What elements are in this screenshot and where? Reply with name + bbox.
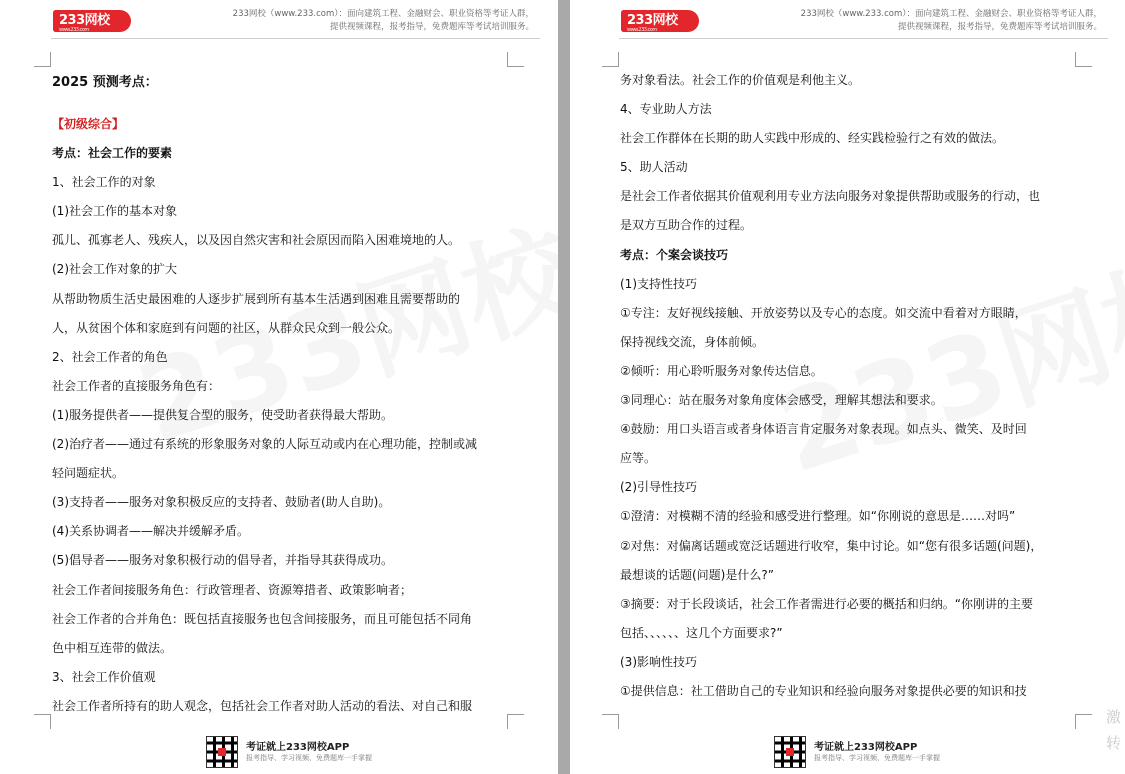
text-line: 保持视线交流，身体前倾。 [620,334,765,349]
text-line: 孤儿、孤寡老人、残疾人，以及因自然灾害和社会原因而陷入困难境地的人。 [52,233,461,248]
logo-text: 233网校 [59,13,110,28]
text-line: 1、社会工作的对象 [52,175,156,190]
text-line: 是社会工作者依据其价值观利用专业方法向服务对象提供帮助或服务的行动，也 [620,189,1041,204]
text-line: ④鼓励：用口头语言或者身体语言肯定服务对象表现。如点头、微笑、及时回 [620,422,1027,437]
brand-logo [53,10,131,32]
text-line: 应等。 [620,451,657,466]
section-heading: 2025 预测考点： [52,75,158,90]
text-line: 4、专业助人方法 [620,102,712,117]
crop-mark [1075,52,1092,67]
qr-code-icon [774,736,806,768]
page-body [52,68,512,721]
qr-code-icon [206,736,238,768]
text-line: 社会工作群体在长期的助人实践中形成的、经实践检验行之有效的做法。 [620,131,1005,146]
text-line: 人，从贫困个体和家庭到有问题的社区，从群众民众到一般公众。 [52,320,401,335]
text-line: 从帮助物质生活史最困难的人逐步扩展到所有基本生活遇到困难且需要帮助的 [52,291,461,306]
crop-mark [34,52,51,67]
crop-mark [1075,714,1092,729]
footer-subtitle: 报考指导、学习视频、免费题库一手掌握 [246,754,372,762]
text-line: 社会工作者的合并角色：既包括直接服务也包含间接服务，而且可能包括不同角 [52,611,473,626]
text-line: 包括、、、、、、这几个方面要求?” [620,625,783,640]
document-page-right [570,0,1125,774]
brand-logo [621,10,699,32]
header-note [782,8,1102,34]
text-line: 是双方互助合作的过程。 [620,218,753,233]
text-line: (1)社会工作的基本对象 [52,204,177,219]
text-line: (1)支持性技巧 [620,276,697,291]
text-line: ②倾听：用心聆听服务对象传达信息。 [620,363,823,378]
page-body [620,66,1090,706]
text-line: (3)支持者——服务对象积极反应的支持者、鼓励者(助人自助)。 [52,495,391,510]
text-line: ③同理心：站在服务对象角度体会感受，理解其想法和要求。 [620,393,943,408]
text-line: (5)倡导者——服务对象积极行动的倡导者，并指导其获得成功。 [52,553,394,568]
text-line: (1)服务提供者——提供复合型的服务，使受助者获得最大帮助。 [52,407,394,422]
header-divider [51,38,540,39]
crop-mark [602,52,619,67]
topic-heading: 考点：个案会谈技巧 [620,247,729,262]
text-line: 轻问题症状。 [52,466,125,481]
text-line: ③摘要：对于长段谈话，社会工作者需进行必要的概括和归纳。“你刚讲的主要 [620,596,1033,611]
text-line: (2)治疗者——通过有系统的形象服务对象的人际互动或内在心理功能，控制或减 [52,437,478,452]
header-note-line-2: 提供视频课程，报考指导，免费题库等考试培训服务。 [897,22,1102,32]
text-line: ②对焦：对偏离话题或宽泛话题进行收窄，集中讨论。如“您有很多话题(问题)， [620,538,1043,553]
header-note [214,8,534,34]
text-line: 社会工作者所持有的助人观念，包括社会工作者对助人活动的看法、对自己和服 [52,698,473,713]
text-line: ①澄清：对模糊不清的经验和感受进行整理。如“你刚说的意思是……对吗” [620,509,1016,524]
crop-mark [602,714,619,729]
text-line: ①专注：友好视线接触、开放姿势以及专心的态度。如交流中看着对方眼睛， [620,305,1027,320]
text-line: 社会工作者间接服务角色：行政管理者、资源筹措者、政策影响者； [52,582,413,597]
topic-heading: 考点：社会工作的要素 [52,146,173,161]
text-line: 最想谈的话题(问题)是什么?” [620,567,774,582]
footer-title: 考证就上233网校APP [814,742,918,753]
footer-subtitle: 报考指导、学习视频、免费题库一手掌握 [814,754,940,762]
text-line: (2)引导性技巧 [620,480,697,495]
crop-mark [507,52,524,67]
category-tag: 【初级综合】 [52,117,125,131]
text-line: 2、社会工作者的角色 [52,349,168,364]
header-note-line-2: 提供视频课程，报考指导，免费题库等考试培训服务。 [329,22,534,32]
text-line: 3、社会工作价值观 [52,669,156,684]
side-overlay-text-bottom: 转 [1106,734,1122,752]
page-footer [774,736,1034,768]
text-line: 5、助人活动 [620,160,688,175]
text-line: 务对象看法。社会工作的价值观是利他主义。 [620,73,861,87]
text-line: (4)关系协调者——解决并缓解矛盾。 [52,524,249,539]
text-line: 色中相互连带的做法。 [52,640,173,655]
side-overlay-text-top: 激 [1106,708,1122,726]
header-divider [619,38,1108,39]
crop-mark [34,714,51,729]
text-line: ①提供信息：社工借助自己的专业知识和经验向服务对象提供必要的知识和技 [620,683,1027,698]
logo-subtext: www.233.com [627,27,657,33]
text-line: (3)影响性技巧 [620,654,697,669]
header-note-line-1: 233网校（www.233.com）：面向建筑工程、金融财会、职业资格等考证人群， [800,9,1102,19]
logo-text: 233网校 [627,13,678,28]
footer-title: 考证就上233网校APP [246,742,350,753]
header-note-line-1: 233网校（www.233.com）：面向建筑工程、金融财会、职业资格等考证人群， [232,9,534,19]
logo-subtext: www.233.com [59,27,89,33]
page-footer [206,736,466,768]
text-line: (2)社会工作对象的扩大 [52,262,177,277]
document-page-left [0,0,558,774]
text-line: 社会工作者的直接服务角色有： [52,378,221,393]
